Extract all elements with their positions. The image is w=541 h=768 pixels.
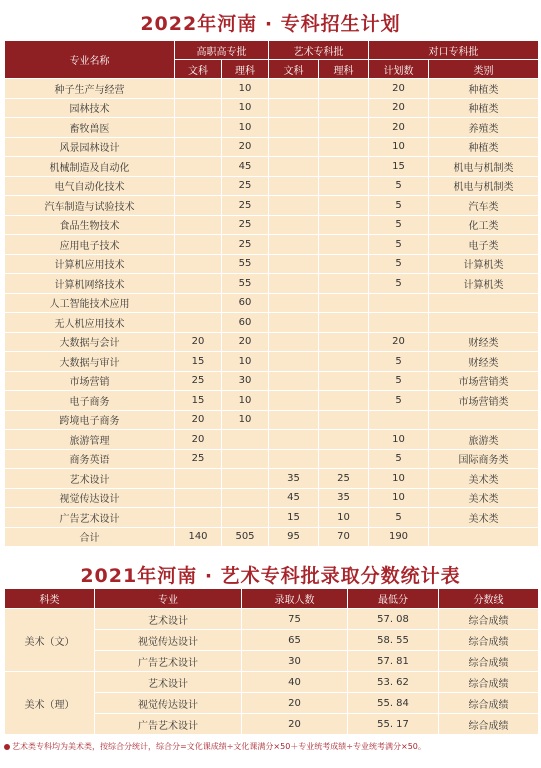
yishu-wenke-cell bbox=[269, 176, 319, 196]
header-score-line: 分数线 bbox=[439, 589, 539, 609]
yishu-wenke-cell: 15 bbox=[269, 508, 319, 528]
gaozhi-wenke-cell bbox=[175, 488, 222, 508]
major-cell: 艺术设计 bbox=[95, 672, 242, 693]
major-name-cell: 食品生物技术 bbox=[5, 215, 175, 235]
yishu-like-cell: 35 bbox=[319, 488, 369, 508]
gaozhi-wenke-cell bbox=[175, 313, 222, 333]
min-score-cell: 55. 17 bbox=[348, 714, 439, 735]
table-row bbox=[5, 118, 539, 138]
yishu-like-cell bbox=[319, 371, 369, 391]
duikou-category-cell: 电子类 bbox=[429, 235, 539, 255]
table-row bbox=[5, 352, 539, 372]
duikou-category-cell bbox=[429, 293, 539, 313]
bullet-dot-icon bbox=[4, 744, 10, 750]
min-score-cell: 55. 84 bbox=[348, 693, 439, 714]
gaozhi-wenke-cell: 140 bbox=[175, 527, 222, 547]
gaozhi-like-cell: 45 bbox=[222, 157, 269, 177]
subheader-wenke: 文科 bbox=[175, 60, 222, 79]
duikou-category-cell: 机电与机制类 bbox=[429, 157, 539, 177]
duikou-plan-cell: 15 bbox=[369, 157, 429, 177]
major-name-cell: 风景园林设计 bbox=[5, 137, 175, 157]
table-row bbox=[5, 332, 539, 352]
table-row bbox=[5, 672, 539, 693]
footnote bbox=[4, 741, 426, 752]
footnote-text: 艺术类专科均为美术类，按综合分统计，综合分=文化课成绩÷文化课满分×50＋专业统考成绩÷专业统考满分×50。 bbox=[12, 742, 426, 751]
table-row bbox=[5, 196, 539, 216]
category-cell: 美术（文） bbox=[5, 609, 95, 672]
yishu-wenke-cell bbox=[269, 293, 319, 313]
gaozhi-wenke-cell bbox=[175, 176, 222, 196]
subheader-like: 理科 bbox=[319, 60, 369, 79]
major-name-cell: 广告艺术设计 bbox=[5, 508, 175, 528]
score-line-cell: 综合成绩 bbox=[439, 630, 539, 651]
gaozhi-wenke-cell bbox=[175, 118, 222, 138]
gaozhi-like-cell bbox=[222, 469, 269, 489]
header-major: 专业名称 bbox=[5, 41, 175, 79]
min-score-cell: 53. 62 bbox=[348, 672, 439, 693]
table-row bbox=[5, 410, 539, 430]
table-row bbox=[5, 235, 539, 255]
major-name-cell: 汽车制造与试验技术 bbox=[5, 196, 175, 216]
yishu-wenke-cell bbox=[269, 254, 319, 274]
gaozhi-like-cell: 55 bbox=[222, 274, 269, 294]
duikou-category-cell: 化工类 bbox=[429, 215, 539, 235]
yishu-wenke-cell bbox=[269, 449, 319, 469]
gaozhi-wenke-cell: 25 bbox=[175, 449, 222, 469]
duikou-plan-cell: 5 bbox=[369, 508, 429, 528]
yishu-wenke-cell bbox=[269, 118, 319, 138]
subheader-plan-count: 计划数 bbox=[369, 60, 429, 79]
min-score-cell: 58. 55 bbox=[348, 630, 439, 651]
major-name-cell: 旅游管理 bbox=[5, 430, 175, 450]
duikou-category-cell: 美术类 bbox=[429, 488, 539, 508]
yishu-like-cell bbox=[319, 79, 369, 99]
table-row bbox=[5, 508, 539, 528]
gaozhi-like-cell: 20 bbox=[222, 332, 269, 352]
gaozhi-like-cell: 10 bbox=[222, 118, 269, 138]
duikou-category-cell: 旅游类 bbox=[429, 430, 539, 450]
duikou-plan-cell: 20 bbox=[369, 79, 429, 99]
gaozhi-wenke-cell bbox=[175, 98, 222, 118]
major-name-cell: 合计 bbox=[5, 527, 175, 547]
min-score-cell: 57. 08 bbox=[348, 609, 439, 630]
duikou-plan-cell bbox=[369, 410, 429, 430]
yishu-like-cell bbox=[319, 196, 369, 216]
major-name-cell: 视觉传达设计 bbox=[5, 488, 175, 508]
yishu-like-cell bbox=[319, 98, 369, 118]
header-admitted: 录取人数 bbox=[242, 589, 348, 609]
gaozhi-wenke-cell bbox=[175, 469, 222, 489]
gaozhi-wenke-cell bbox=[175, 157, 222, 177]
gaozhi-like-cell: 30 bbox=[222, 371, 269, 391]
table-row bbox=[5, 137, 539, 157]
table-row bbox=[5, 469, 539, 489]
score-line-cell: 综合成绩 bbox=[439, 651, 539, 672]
major-name-cell: 跨境电子商务 bbox=[5, 410, 175, 430]
gaozhi-wenke-cell bbox=[175, 215, 222, 235]
duikou-plan-cell: 5 bbox=[369, 196, 429, 216]
gaozhi-like-cell: 25 bbox=[222, 235, 269, 255]
major-cell: 广告艺术设计 bbox=[95, 714, 242, 735]
duikou-plan-cell: 20 bbox=[369, 118, 429, 138]
gaozhi-wenke-cell bbox=[175, 274, 222, 294]
yishu-like-cell bbox=[319, 157, 369, 177]
gaozhi-like-cell bbox=[222, 449, 269, 469]
yishu-like-cell bbox=[319, 430, 369, 450]
score-line-cell: 综合成绩 bbox=[439, 693, 539, 714]
table-row bbox=[5, 79, 539, 99]
yishu-like-cell bbox=[319, 118, 369, 138]
gaozhi-like-cell: 60 bbox=[222, 313, 269, 333]
gaozhi-wenke-cell: 15 bbox=[175, 391, 222, 411]
admitted-cell: 30 bbox=[242, 651, 348, 672]
yishu-wenke-cell bbox=[269, 137, 319, 157]
major-name-cell: 大数据与审计 bbox=[5, 352, 175, 372]
major-name-cell: 计算机应用技术 bbox=[5, 254, 175, 274]
duikou-category-cell: 种植类 bbox=[429, 79, 539, 99]
duikou-category-cell: 养殖类 bbox=[429, 118, 539, 138]
gaozhi-like-cell: 10 bbox=[222, 410, 269, 430]
gaozhi-like-cell bbox=[222, 508, 269, 528]
duikou-category-cell: 计算机类 bbox=[429, 274, 539, 294]
table-row bbox=[5, 157, 539, 177]
duikou-plan-cell: 5 bbox=[369, 391, 429, 411]
header-gaozhi: 高职高专批 bbox=[175, 41, 269, 60]
yishu-wenke-cell: 45 bbox=[269, 488, 319, 508]
gaozhi-like-cell: 10 bbox=[222, 352, 269, 372]
table-row bbox=[5, 488, 539, 508]
major-name-cell: 机械制造及自动化 bbox=[5, 157, 175, 177]
gaozhi-wenke-cell bbox=[175, 79, 222, 99]
duikou-category-cell: 美术类 bbox=[429, 469, 539, 489]
yishu-like-cell bbox=[319, 332, 369, 352]
gaozhi-wenke-cell: 20 bbox=[175, 430, 222, 450]
major-name-cell: 无人机应用技术 bbox=[5, 313, 175, 333]
duikou-plan-cell: 10 bbox=[369, 488, 429, 508]
table-row bbox=[5, 176, 539, 196]
yishu-like-cell bbox=[319, 137, 369, 157]
header-min-score: 最低分 bbox=[348, 589, 439, 609]
duikou-category-cell: 市场营销类 bbox=[429, 391, 539, 411]
score-title: 2021年河南 · 艺术专科批录取分数统计表 bbox=[80, 565, 461, 587]
score-line-cell: 综合成绩 bbox=[439, 714, 539, 735]
yishu-like-cell bbox=[319, 176, 369, 196]
gaozhi-like-cell: 20 bbox=[222, 137, 269, 157]
duikou-category-cell: 财经类 bbox=[429, 352, 539, 372]
duikou-category-cell: 种植类 bbox=[429, 98, 539, 118]
yishu-wenke-cell bbox=[269, 157, 319, 177]
table-row bbox=[5, 254, 539, 274]
duikou-plan-cell: 5 bbox=[369, 254, 429, 274]
duikou-category-cell: 财经类 bbox=[429, 332, 539, 352]
duikou-category-cell bbox=[429, 527, 539, 547]
header-major: 专业 bbox=[95, 589, 242, 609]
duikou-category-cell: 计算机类 bbox=[429, 254, 539, 274]
yishu-like-cell: 25 bbox=[319, 469, 369, 489]
major-cell: 广告艺术设计 bbox=[95, 651, 242, 672]
yishu-wenke-cell bbox=[269, 313, 319, 333]
yishu-like-cell bbox=[319, 449, 369, 469]
table-row bbox=[5, 430, 539, 450]
duikou-plan-cell: 20 bbox=[369, 332, 429, 352]
subheader-like: 理科 bbox=[222, 60, 269, 79]
table-row bbox=[5, 527, 539, 547]
yishu-wenke-cell bbox=[269, 79, 319, 99]
duikou-plan-cell: 5 bbox=[369, 371, 429, 391]
yishu-like-cell bbox=[319, 235, 369, 255]
category-cell: 美术（理） bbox=[5, 672, 95, 735]
duikou-category-cell: 国际商务类 bbox=[429, 449, 539, 469]
duikou-category-cell: 机电与机制类 bbox=[429, 176, 539, 196]
gaozhi-like-cell: 55 bbox=[222, 254, 269, 274]
major-name-cell: 畜牧兽医 bbox=[5, 118, 175, 138]
major-name-cell: 种子生产与经营 bbox=[5, 79, 175, 99]
yishu-like-cell: 70 bbox=[319, 527, 369, 547]
gaozhi-like-cell: 60 bbox=[222, 293, 269, 313]
enrollment-plan-table bbox=[4, 40, 539, 547]
major-name-cell: 计算机网络技术 bbox=[5, 274, 175, 294]
gaozhi-like-cell: 25 bbox=[222, 215, 269, 235]
table-row bbox=[5, 609, 539, 630]
subheader-wenke: 文科 bbox=[269, 60, 319, 79]
score-line-cell: 综合成绩 bbox=[439, 672, 539, 693]
table-row bbox=[5, 371, 539, 391]
major-name-cell: 大数据与会计 bbox=[5, 332, 175, 352]
header-yishu: 艺术专科批 bbox=[269, 41, 369, 60]
yishu-wenke-cell: 95 bbox=[269, 527, 319, 547]
table-row bbox=[5, 98, 539, 118]
header-category: 科类 bbox=[5, 589, 95, 609]
duikou-plan-cell: 20 bbox=[369, 98, 429, 118]
yishu-like-cell bbox=[319, 410, 369, 430]
yishu-wenke-cell bbox=[269, 235, 319, 255]
gaozhi-wenke-cell: 20 bbox=[175, 410, 222, 430]
duikou-category-cell bbox=[429, 313, 539, 333]
gaozhi-like-cell bbox=[222, 430, 269, 450]
yishu-wenke-cell bbox=[269, 274, 319, 294]
subheader-category: 类别 bbox=[429, 60, 539, 79]
admitted-cell: 40 bbox=[242, 672, 348, 693]
yishu-wenke-cell: 35 bbox=[269, 469, 319, 489]
table-row bbox=[5, 274, 539, 294]
gaozhi-wenke-cell bbox=[175, 137, 222, 157]
duikou-category-cell bbox=[429, 410, 539, 430]
yishu-like-cell bbox=[319, 391, 369, 411]
duikou-category-cell: 市场营销类 bbox=[429, 371, 539, 391]
yishu-wenke-cell bbox=[269, 410, 319, 430]
major-name-cell: 商务英语 bbox=[5, 449, 175, 469]
header-duikou: 对口专科批 bbox=[369, 41, 539, 60]
yishu-wenke-cell bbox=[269, 430, 319, 450]
yishu-wenke-cell bbox=[269, 98, 319, 118]
yishu-wenke-cell bbox=[269, 371, 319, 391]
duikou-plan-cell bbox=[369, 293, 429, 313]
gaozhi-wenke-cell: 25 bbox=[175, 371, 222, 391]
duikou-plan-cell: 5 bbox=[369, 215, 429, 235]
yishu-like-cell: 10 bbox=[319, 508, 369, 528]
gaozhi-wenke-cell bbox=[175, 196, 222, 216]
yishu-like-cell bbox=[319, 293, 369, 313]
major-cell: 视觉传达设计 bbox=[95, 693, 242, 714]
score-line-cell: 综合成绩 bbox=[439, 609, 539, 630]
major-name-cell: 电子商务 bbox=[5, 391, 175, 411]
duikou-plan-cell: 5 bbox=[369, 449, 429, 469]
gaozhi-like-cell: 10 bbox=[222, 79, 269, 99]
duikou-plan-cell: 5 bbox=[369, 274, 429, 294]
table-row bbox=[5, 313, 539, 333]
duikou-plan-cell: 5 bbox=[369, 352, 429, 372]
table-row bbox=[5, 293, 539, 313]
major-name-cell: 艺术设计 bbox=[5, 469, 175, 489]
major-name-cell: 市场营销 bbox=[5, 371, 175, 391]
score-table bbox=[4, 588, 539, 735]
min-score-cell: 57. 81 bbox=[348, 651, 439, 672]
gaozhi-wenke-cell bbox=[175, 235, 222, 255]
table-row bbox=[5, 215, 539, 235]
yishu-like-cell bbox=[319, 313, 369, 333]
yishu-like-cell bbox=[319, 352, 369, 372]
table-row bbox=[5, 449, 539, 469]
gaozhi-wenke-cell: 15 bbox=[175, 352, 222, 372]
duikou-category-cell: 汽车类 bbox=[429, 196, 539, 216]
gaozhi-like-cell: 10 bbox=[222, 391, 269, 411]
plan-title: 2022年河南 · 专科招生计划 bbox=[140, 13, 401, 35]
gaozhi-wenke-cell: 20 bbox=[175, 332, 222, 352]
major-name-cell: 人工智能技术应用 bbox=[5, 293, 175, 313]
gaozhi-like-cell: 10 bbox=[222, 98, 269, 118]
duikou-plan-cell: 10 bbox=[369, 469, 429, 489]
gaozhi-like-cell: 25 bbox=[222, 176, 269, 196]
duikou-plan-cell: 190 bbox=[369, 527, 429, 547]
yishu-like-cell bbox=[319, 274, 369, 294]
duikou-plan-cell bbox=[369, 313, 429, 333]
major-cell: 艺术设计 bbox=[95, 609, 242, 630]
major-name-cell: 电气自动化技术 bbox=[5, 176, 175, 196]
gaozhi-like-cell: 505 bbox=[222, 527, 269, 547]
gaozhi-wenke-cell bbox=[175, 508, 222, 528]
duikou-plan-cell: 10 bbox=[369, 430, 429, 450]
admitted-cell: 75 bbox=[242, 609, 348, 630]
duikou-category-cell: 美术类 bbox=[429, 508, 539, 528]
gaozhi-wenke-cell bbox=[175, 254, 222, 274]
duikou-plan-cell: 5 bbox=[369, 235, 429, 255]
yishu-wenke-cell bbox=[269, 352, 319, 372]
yishu-wenke-cell bbox=[269, 196, 319, 216]
admitted-cell: 20 bbox=[242, 693, 348, 714]
duikou-plan-cell: 5 bbox=[369, 176, 429, 196]
admitted-cell: 65 bbox=[242, 630, 348, 651]
admitted-cell: 20 bbox=[242, 714, 348, 735]
gaozhi-wenke-cell bbox=[175, 293, 222, 313]
yishu-like-cell bbox=[319, 254, 369, 274]
gaozhi-like-cell bbox=[222, 488, 269, 508]
yishu-wenke-cell bbox=[269, 332, 319, 352]
yishu-like-cell bbox=[319, 215, 369, 235]
major-cell: 视觉传达设计 bbox=[95, 630, 242, 651]
duikou-plan-cell: 10 bbox=[369, 137, 429, 157]
yishu-wenke-cell bbox=[269, 215, 319, 235]
table-row bbox=[5, 391, 539, 411]
duikou-category-cell: 种植类 bbox=[429, 137, 539, 157]
major-name-cell: 园林技术 bbox=[5, 98, 175, 118]
major-name-cell: 应用电子技术 bbox=[5, 235, 175, 255]
yishu-wenke-cell bbox=[269, 391, 319, 411]
gaozhi-like-cell: 25 bbox=[222, 196, 269, 216]
